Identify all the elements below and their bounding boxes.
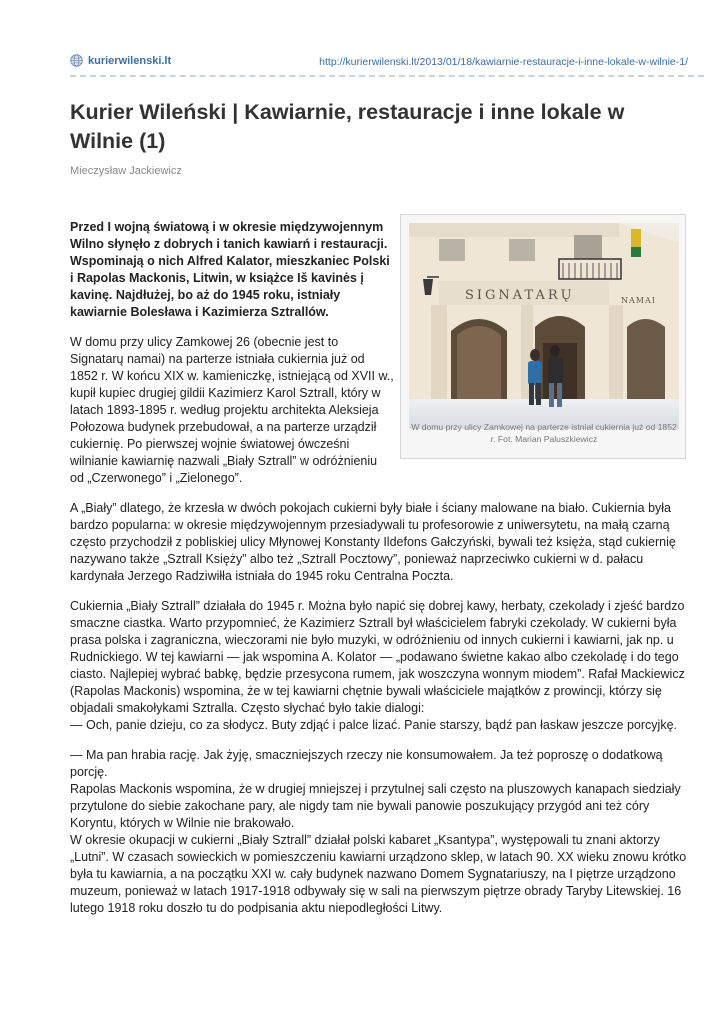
paragraph-2: A „Biały” dlatego, że krzesła w dwóch pokojach cukierni były białe i ściany malowane na biało. Cukiernia była bardzo popularna: w okresie międzywojennym przesiadywali tu profesorowie z uniwersytetu, na małą czarną często przychodził z pobliskiej ulicy Młynowej Konstanty Ildefons Gałczyński, bywali też księża, stąd cukiernię nazywano także „Sztrall Księży” albo też „Sztrall Pocztowy”, ponieważ naprzeciwko cukierni w d. pałacu kardynała Jerzego Radziwiłła istniała do 1945 roku Centralna Poczta. bbox=[70, 501, 676, 583]
photo-sign-text: SIGNATARŲ bbox=[465, 288, 575, 303]
globe-icon bbox=[70, 54, 83, 67]
paragraph-3: Cukiernia „Biały Sztrall” działała do 1945 r. Można było napić się dobrej kawy, herbaty, czekolady i zjeść bardzo smaczne ciastka. Warto przypomnieć, że Kazimierz Sztrall był właścicielem fabryki czekolady. W cukierni była prasa polska i zagraniczna, wieczorami nie było muzyki, w odróżnieniu od innych cukierni i kawiarni, jak np. u Rudnickiego. W tej kawiarni — jak wspomina A. Kolator — „podawano świetne kakao albo czekoladę i do tego ciasto. Najlepiej wybrać babkę, będzie przesycona rumem, jak woszczyna wonnym miodem”. Rafał Mackiewicz (Rapolas Mackonis) wspomina, że w tej kawiarni chętnie bywali właściciele majątków z prowincji, którzy się objadali smakołykami Sztralla. Często słychać było takie dialogi: bbox=[70, 599, 685, 715]
article-title: Kurier Wileński | Kawiarnie, restauracje i inne lokale w Wilnie (1) bbox=[70, 100, 625, 153]
paragraph-7: W okresie okupacji w cukierni „Biały Sztrall” działał polski kabaret „Ksantypa”, występowali tu znani aktorzy „Lutni”. W czasach sowieckich w pomieszczeniu kawiarni urządzono sklep, w latach 90. XX wieku znowu krótko była tu kawiarnia, a na początku XXI w. cały budynek nazwano Domem Sygnatariuszy, na I piętrze urządzono muzeum, ponieważ w latach 1917-1918 odbywały się w sali na pierwszym piętrze obrady Taryby Litewskiej. 16 lutego 1918 roku doszło tu do podpisania aktu niepodległości Litwy. bbox=[70, 833, 687, 915]
paragraph-5: — Ma pan hrabia rację. Jak żyję, smaczniejszych rzeczy nie konsumowałem. Ja też poproszę o dodatkową porcję. bbox=[70, 748, 663, 779]
paragraph-6: Rapolas Mackonis wspomina, że w drugiej mniejszej i przytulnej sali często na pluszowych kanapach siedziały przytulone do siebie zakochane pary, ale nigdy tam nie bywali panowie poszukujący przygód ani też córy Koryntu, których w Wilnie nie brakowało. bbox=[70, 782, 681, 830]
site-link[interactable] bbox=[70, 54, 171, 67]
site-name: kurierwilenski.lt bbox=[88, 55, 172, 67]
paragraph-1: W domu przy ulicy Zamkowej 26 (obecnie jest to Signatarų namai) na parterze istniała cukiernia już od 1852 r. W końcu XIX w. kamieniczkę, istniejącą od XVII w., kupił kupiec drugiej gildii Kazimierz Karol Sztrall, który w latach 1893-1895 r. według projektu architekta Aleksieja Połozowa budynek przebudował, a na parterze urządził cukiernię. Po pierwszej wojnie światowej ówcześni wilnianie kawiarnię nazwali „Biały Sztrall” w odróżnieniu od „Czerwonego” i „Zielonego”. bbox=[70, 335, 394, 485]
paragraph-4: — Och, panie dzieju, co za słodycz. Buty zdjąć i palce lizać. Panie starszy, bądź pan łaskaw jeszcze porcyjkę. bbox=[70, 718, 677, 732]
photo-spacer bbox=[394, 214, 690, 462]
article-body bbox=[70, 219, 690, 930]
article-author: Mieczysław Jackiewicz bbox=[70, 165, 182, 177]
photo-sign-small-text: NAMAI bbox=[621, 296, 656, 305]
photo-caption: W domu przy ulicy Zamkowej na parterze istniał cukiernia już od 1852 r. Fot. Marian Paluszkiewicz bbox=[411, 422, 677, 444]
header-divider bbox=[70, 75, 704, 77]
article-url[interactable]: http://kurierwilenski.lt/2013/01/18/kawiarnie-restauracje-i-inne-lokale-w-wilnie-1/ bbox=[319, 56, 688, 68]
article-lead: Przed I wojną światową i w okresie międzywojennym Wilno słynęło z dobrych i tanich kawiarń i restauracji. Wspominają o nich Alfred Kalator, mieszkaniec Polski i Rapolas Mackonis, Litwin, w książce Iš kavinės į kavinę. Najdłużej, bo aż do 1945 roku, istniały kawiarnie Bolesława i Kazimierza Sztrallów. bbox=[70, 220, 390, 319]
print-header bbox=[70, 52, 704, 72]
